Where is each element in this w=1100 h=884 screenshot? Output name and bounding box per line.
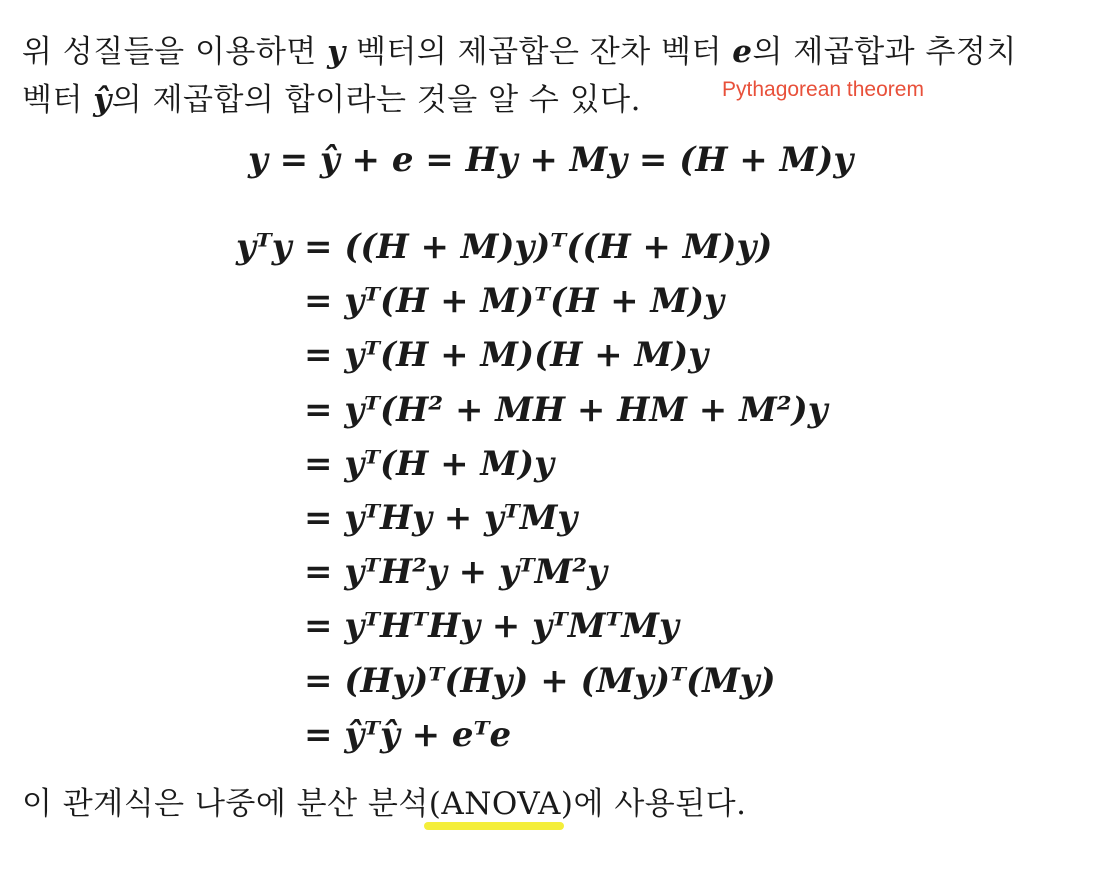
derivation-step: = ŷᵀŷ + eᵀe xyxy=(304,714,512,755)
derivation-step: = (Hy)ᵀ(Hy) + (My)ᵀ(My) xyxy=(304,660,776,701)
derivation-block xyxy=(236,220,828,762)
intro-text-1c: 의 제곱합과 추정치 xyxy=(752,34,1017,70)
intro-text-2b: 의 제곱합의 합이라는 것을 알 수 있다. xyxy=(111,82,641,118)
highlighter-underline xyxy=(424,822,564,830)
derivation-row xyxy=(236,274,828,328)
derivation-step: = yᵀH²y + yᵀM²y xyxy=(304,552,607,593)
derivation-row xyxy=(236,220,828,274)
var-y: y xyxy=(327,34,346,70)
derivation-step: = yᵀ(H² + MH + HM + M²)y xyxy=(304,389,828,430)
anova-highlight: (ANOVA) xyxy=(428,786,574,822)
intro-text-1b: 벡터의 제곱합은 잔차 벡터 xyxy=(355,34,722,70)
intro-text-2a: 벡터 xyxy=(22,82,83,118)
derivation-lhs: yᵀy xyxy=(236,227,292,267)
conclusion-text-a: 이 관계식은 나중에 분산 분석 xyxy=(22,786,429,822)
derivation-row xyxy=(236,328,828,382)
derivation-step: = yᵀHy + yᵀMy xyxy=(304,497,578,538)
conclusion-text-b: 에 사용된다. xyxy=(573,786,747,822)
derivation-row xyxy=(236,708,828,762)
derivation-step: = yᵀ(H + M)ᵀ(H + M)y xyxy=(304,281,724,322)
derivation-step: = yᵀHᵀHy + yᵀMᵀMy xyxy=(304,606,679,647)
conclusion-sentence xyxy=(22,780,746,828)
derivation-row xyxy=(236,545,828,599)
derivation-row xyxy=(236,599,828,653)
equation-decomposition: y = ŷ + e = Hy + My = (H + M)y xyxy=(248,140,854,180)
derivation-step: = yᵀ(H + M)(H + M)y xyxy=(304,335,708,376)
var-e: e xyxy=(732,34,753,70)
intro-text-1a: 위 성질들을 이용하면 xyxy=(22,34,317,70)
derivation-row xyxy=(236,491,828,545)
handwritten-annotation: Pythagorean theorem xyxy=(722,78,924,101)
var-y-hat: ŷ xyxy=(93,82,112,118)
derivation-row xyxy=(236,383,828,437)
derivation-row xyxy=(236,437,828,491)
derivation-step: = yᵀ(H + M)y xyxy=(304,443,554,484)
derivation-row xyxy=(236,654,828,708)
intro-paragraph xyxy=(22,28,1082,124)
intro-line-1 xyxy=(22,28,1082,76)
derivation-step: = ((H + M)y)ᵀ((H + M)y) xyxy=(304,227,773,267)
